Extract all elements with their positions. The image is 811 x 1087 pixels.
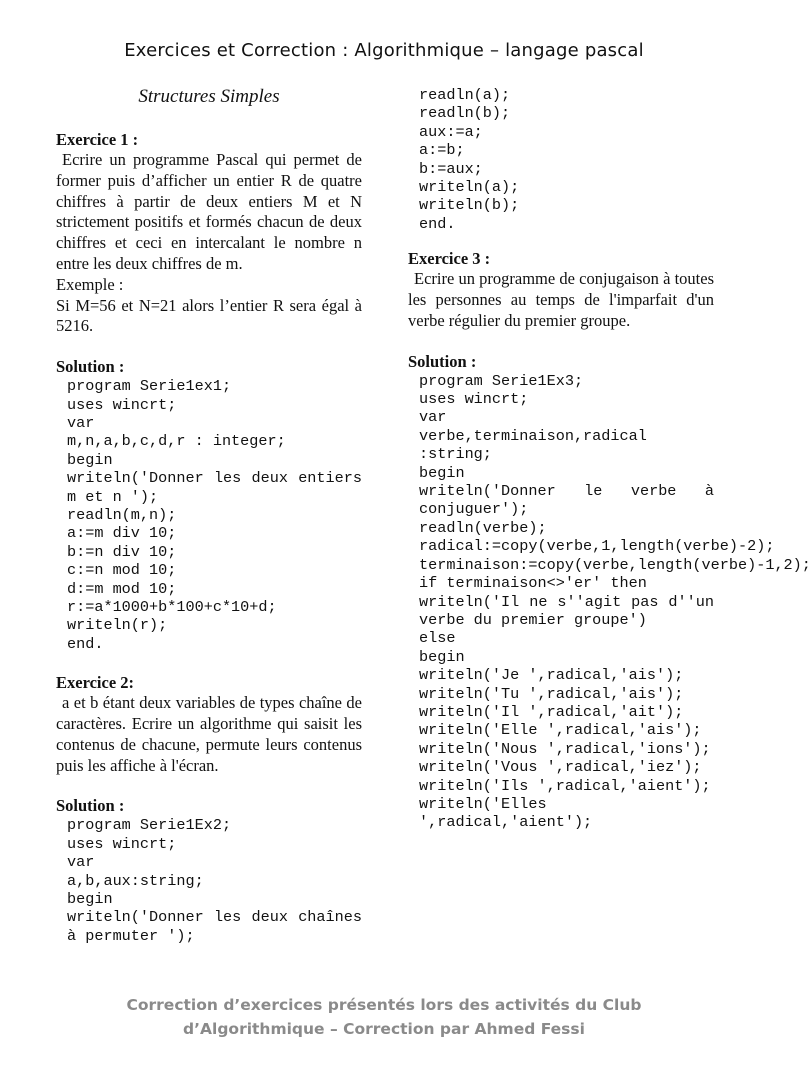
section-subtitle: Structures Simples: [138, 86, 280, 107]
code-line: writeln(r);: [67, 616, 168, 635]
code-line: else: [419, 629, 456, 648]
exercise-1-title: Exercice 1 :: [56, 130, 139, 149]
code-line: terminaison:=copy(verbe,length(verbe)-1,2);: [419, 555, 811, 574]
code-line: begin: [67, 450, 113, 469]
exercise-3-title: Exercice 3 :: [408, 249, 491, 269]
page-footer: [0, 993, 768, 1041]
code-line: a,b,aux:string;: [67, 871, 204, 890]
code-line: begin: [419, 647, 465, 666]
code-line: var: [419, 408, 447, 427]
exercise-1-example: Si M=56 et N=21 alors l’entier R sera égal à 5216.: [56, 295, 362, 336]
code-line: readln(a);: [419, 86, 511, 104]
exercise-2-statement: a et b étant deux variables de types chaîne de caractères. Ecrire un algorithme qui saisit les contenus de chacune, permute leurs contenus puis les affiche à l'écran.: [56, 693, 362, 775]
code-line: var: [67, 853, 95, 872]
code-line: program Serie1ex1;: [67, 377, 232, 396]
code-line: end.: [67, 634, 104, 653]
code-line: writeln('Donner les deux entiers m et n ');: [67, 469, 362, 506]
code-line: writeln('Ils ',radical,'aient');: [419, 776, 711, 795]
code-line: writeln('Elles ',radical,'aient');: [419, 794, 593, 832]
page-header: Exercices et Correction : Algorithmique – langage pascal: [124, 40, 644, 61]
code-line: readln(verbe);: [419, 518, 547, 537]
code-line: writeln('Donner les deux chaînes à permuter ');: [67, 908, 362, 945]
code-line: readln(m,n);: [67, 506, 177, 525]
exercise-2-title: Exercice 2:: [56, 673, 135, 693]
exercise-1-statement: Ecrire un programme Pascal qui permet de former puis d’afficher un entier R de quatre chiffres à partir de deux entiers M et N strictement positifs et formés chacun de deux chiffres et ceci en intercalant le nombre n entre les deux chiffres de m.: [56, 150, 362, 273]
code-line: end.: [419, 214, 456, 233]
footer-line-2: d’Algorithmique – Correction par Ahmed Fessi: [183, 1020, 585, 1038]
exercise-3-statement: Ecrire un programme de conjugaison à toutes les personnes au temps de l'imparfait d'un verbe régulier du premier groupe.: [408, 269, 714, 330]
code-line: begin: [419, 463, 465, 482]
code-line: aux:=a;: [419, 122, 483, 141]
exercise-3-solution-label: Solution :: [408, 351, 477, 371]
code-line: b:=aux;: [419, 159, 483, 178]
code-line: writeln('Tu ',radical,'ais');: [419, 684, 684, 703]
code-line: readln(b);: [419, 104, 511, 123]
code-line: writeln('Il ne s''agit pas d''un verbe du premier groupe'): [419, 592, 714, 629]
exercise-1-example-label: Exemple :: [56, 274, 124, 294]
code-line: r:=a*1000+b*100+c*10+d;: [67, 598, 277, 617]
exercise-3-code: [419, 371, 811, 832]
code-line: verbe,terminaison,radical :string;: [419, 426, 647, 464]
code-line: writeln('Il ',radical,'ait');: [419, 702, 684, 721]
code-line: writeln('Nous ',radical,'ions');: [419, 739, 711, 758]
code-line: uses wincrt;: [419, 390, 529, 409]
code-line: b:=n div 10;: [67, 542, 177, 561]
left-column: [56, 86, 362, 945]
code-line: program Serie1Ex2;: [67, 816, 232, 835]
code-line: uses wincrt;: [67, 834, 177, 853]
code-line: writeln(a);: [419, 178, 520, 197]
code-line: writeln('Donner le verbe à conjuguer');: [419, 482, 714, 519]
code-line: writeln('Je ',radical,'ais');: [419, 666, 684, 685]
code-line: writeln('Vous ',radical,'iez');: [419, 758, 702, 777]
code-line: if terminaison<>'er' then: [419, 574, 647, 593]
code-line: writeln('Elle ',radical,'ais');: [419, 721, 702, 740]
code-line: program Serie1Ex3;: [419, 371, 584, 390]
code-line: writeln(b);: [419, 196, 520, 215]
code-line: var: [67, 413, 95, 432]
code-line: a:=m div 10;: [67, 524, 177, 543]
exercise-2-code: [67, 816, 362, 945]
exercise-1-code: [67, 377, 362, 653]
code-line: begin: [67, 890, 113, 909]
footer-line-1: Correction d’exercices présentés lors des activités du Club: [126, 996, 642, 1014]
exercise-2-solution-label: Solution :: [56, 796, 125, 816]
code-line: uses wincrt;: [67, 395, 177, 414]
code-line: m,n,a,b,c,d,r : integer;: [67, 432, 286, 451]
right-column: [408, 86, 811, 832]
exercise-1-solution-label: Solution :: [56, 357, 125, 377]
exercise-2-code-continued: [419, 86, 714, 233]
code-line: d:=m mod 10;: [67, 579, 177, 598]
code-line: c:=n mod 10;: [67, 561, 177, 580]
code-line: radical:=copy(verbe,1,length(verbe)-2);: [419, 537, 775, 556]
code-line: a:=b;: [419, 141, 465, 160]
